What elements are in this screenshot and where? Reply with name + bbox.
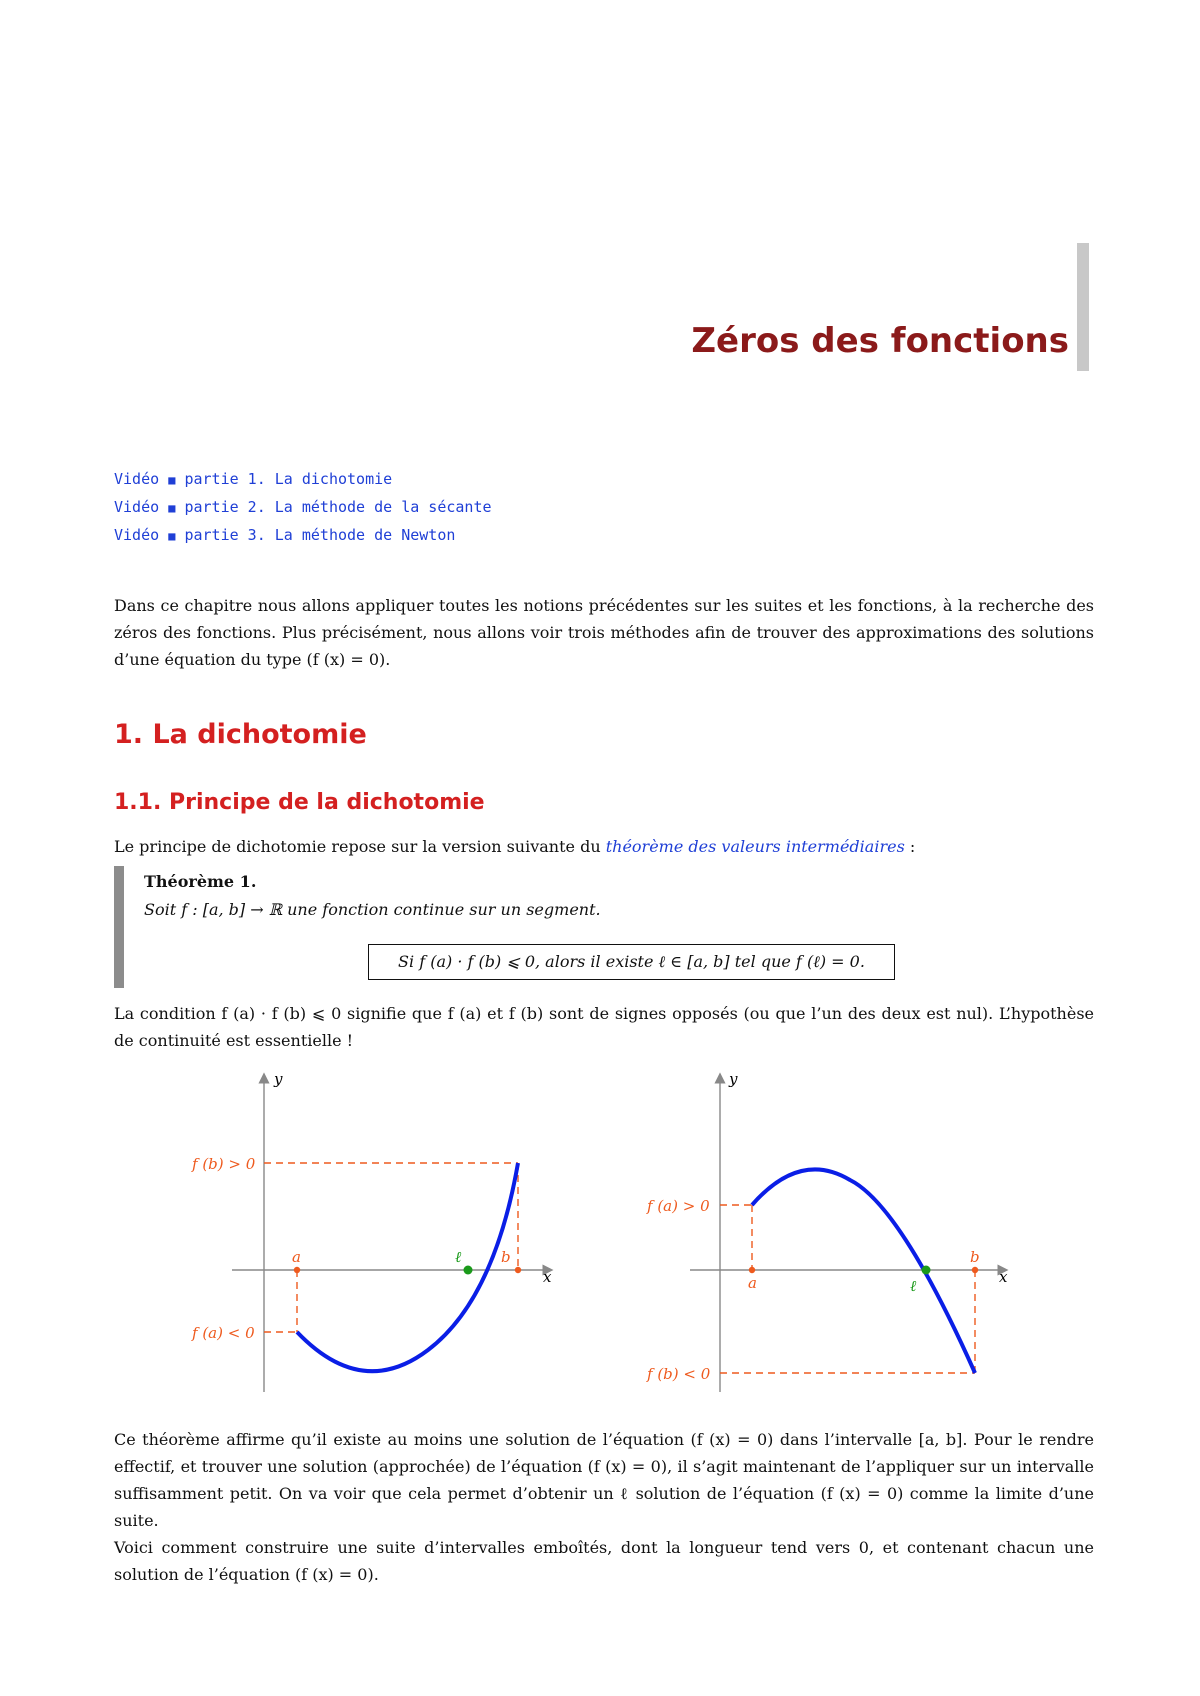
after-graphs-paragraph-2: Voici comment construire une suite d’intervalles emboîtés, dont la longueur tend vers 0, et contenant chacun une solution de l’équation (f (x) = 0). <box>114 1538 1094 1584</box>
after-graphs-paragraph-1: Ce théorème affirme qu’il existe au moins une solution de l’équation (f (x) = 0) dans l’intervalle [a, b]. Pour le rendre effectif, et trouver une solution (approchée) de l’équation (f (x) = 0), il s’agit maintenant de l’appliquer sur un intervalle suffisamment petit. On va voir que cela permet d’obtenir un ℓ solution de l’équation (f (x) = 0) comme la limite d’une suite. <box>114 1430 1094 1530</box>
y-axis-label: y <box>729 1070 738 1088</box>
video-link-1[interactable]: Vidéo ■ partie 1. La dichotomie <box>114 470 393 488</box>
video-link-3[interactable]: Vidéo ■ partie 3. La méthode de Newton <box>114 526 456 544</box>
section-title: 1. La dichotomie <box>114 719 367 750</box>
point-b <box>515 1267 521 1273</box>
point-a <box>294 1267 300 1273</box>
subsection-title: 1.1. Principe de la dichotomie <box>114 790 485 815</box>
b-label: b <box>970 1248 980 1266</box>
theorem-title: Théorème 1. <box>144 872 257 891</box>
x-axis-label: x <box>999 1268 1008 1286</box>
b-label: b <box>501 1248 511 1266</box>
fb-label: f (b) < 0 <box>647 1365 711 1383</box>
curve-left <box>297 1163 518 1371</box>
chapter-title: Zéros des fonctions <box>691 321 1069 361</box>
point-l <box>922 1266 931 1275</box>
y-axis-label: y <box>274 1070 283 1088</box>
condition-paragraph: La condition f (a) · f (b) ⩽ 0 signifie que f (a) et f (b) sont de signes opposés (ou que l’un des deux est nul). L’hypothèse de continuité est essentielle ! <box>114 1004 1094 1050</box>
l-label: ℓ <box>910 1277 917 1295</box>
a-label: a <box>292 1248 301 1266</box>
video-link-2[interactable]: Vidéo ■ partie 2. La méthode de la sécante <box>114 498 492 516</box>
point-b <box>972 1267 978 1273</box>
fa-label: f (a) < 0 <box>192 1324 255 1342</box>
curve-right <box>752 1169 975 1373</box>
graph-left <box>191 1070 552 1392</box>
x-axis-label: x <box>543 1268 552 1286</box>
fa-label: f (a) > 0 <box>647 1197 710 1215</box>
fb-label: f (b) > 0 <box>192 1155 256 1173</box>
graph-right <box>646 1070 1008 1392</box>
theorem-boxed-statement: Si f (a) · f (b) ⩽ 0, alors il existe ℓ ∈ [a, b] tel que f (ℓ) = 0. <box>368 944 895 980</box>
theorem-statement: Soit f : [a, b] → ℝ une fonction continue sur un segment. <box>144 900 601 919</box>
a-label: a <box>748 1274 757 1292</box>
ivt-link[interactable]: théorème des valeurs intermédiaires <box>605 837 905 856</box>
l-label: ℓ <box>455 1248 462 1266</box>
principle-paragraph: Le principe de dichotomie repose sur la version suivante du théorème des valeurs intermédiaires : <box>114 837 916 856</box>
intro-paragraph: Dans ce chapitre nous allons appliquer toutes les notions précédentes sur les suites et les fonctions, à la recherche des zéros des fonctions. Plus précisément, nous allons voir trois méthodes afin de trouver des approximations des solutions d’une équation du type (f (x) = 0). <box>114 596 1094 669</box>
point-l <box>464 1266 473 1275</box>
point-a <box>749 1267 755 1273</box>
